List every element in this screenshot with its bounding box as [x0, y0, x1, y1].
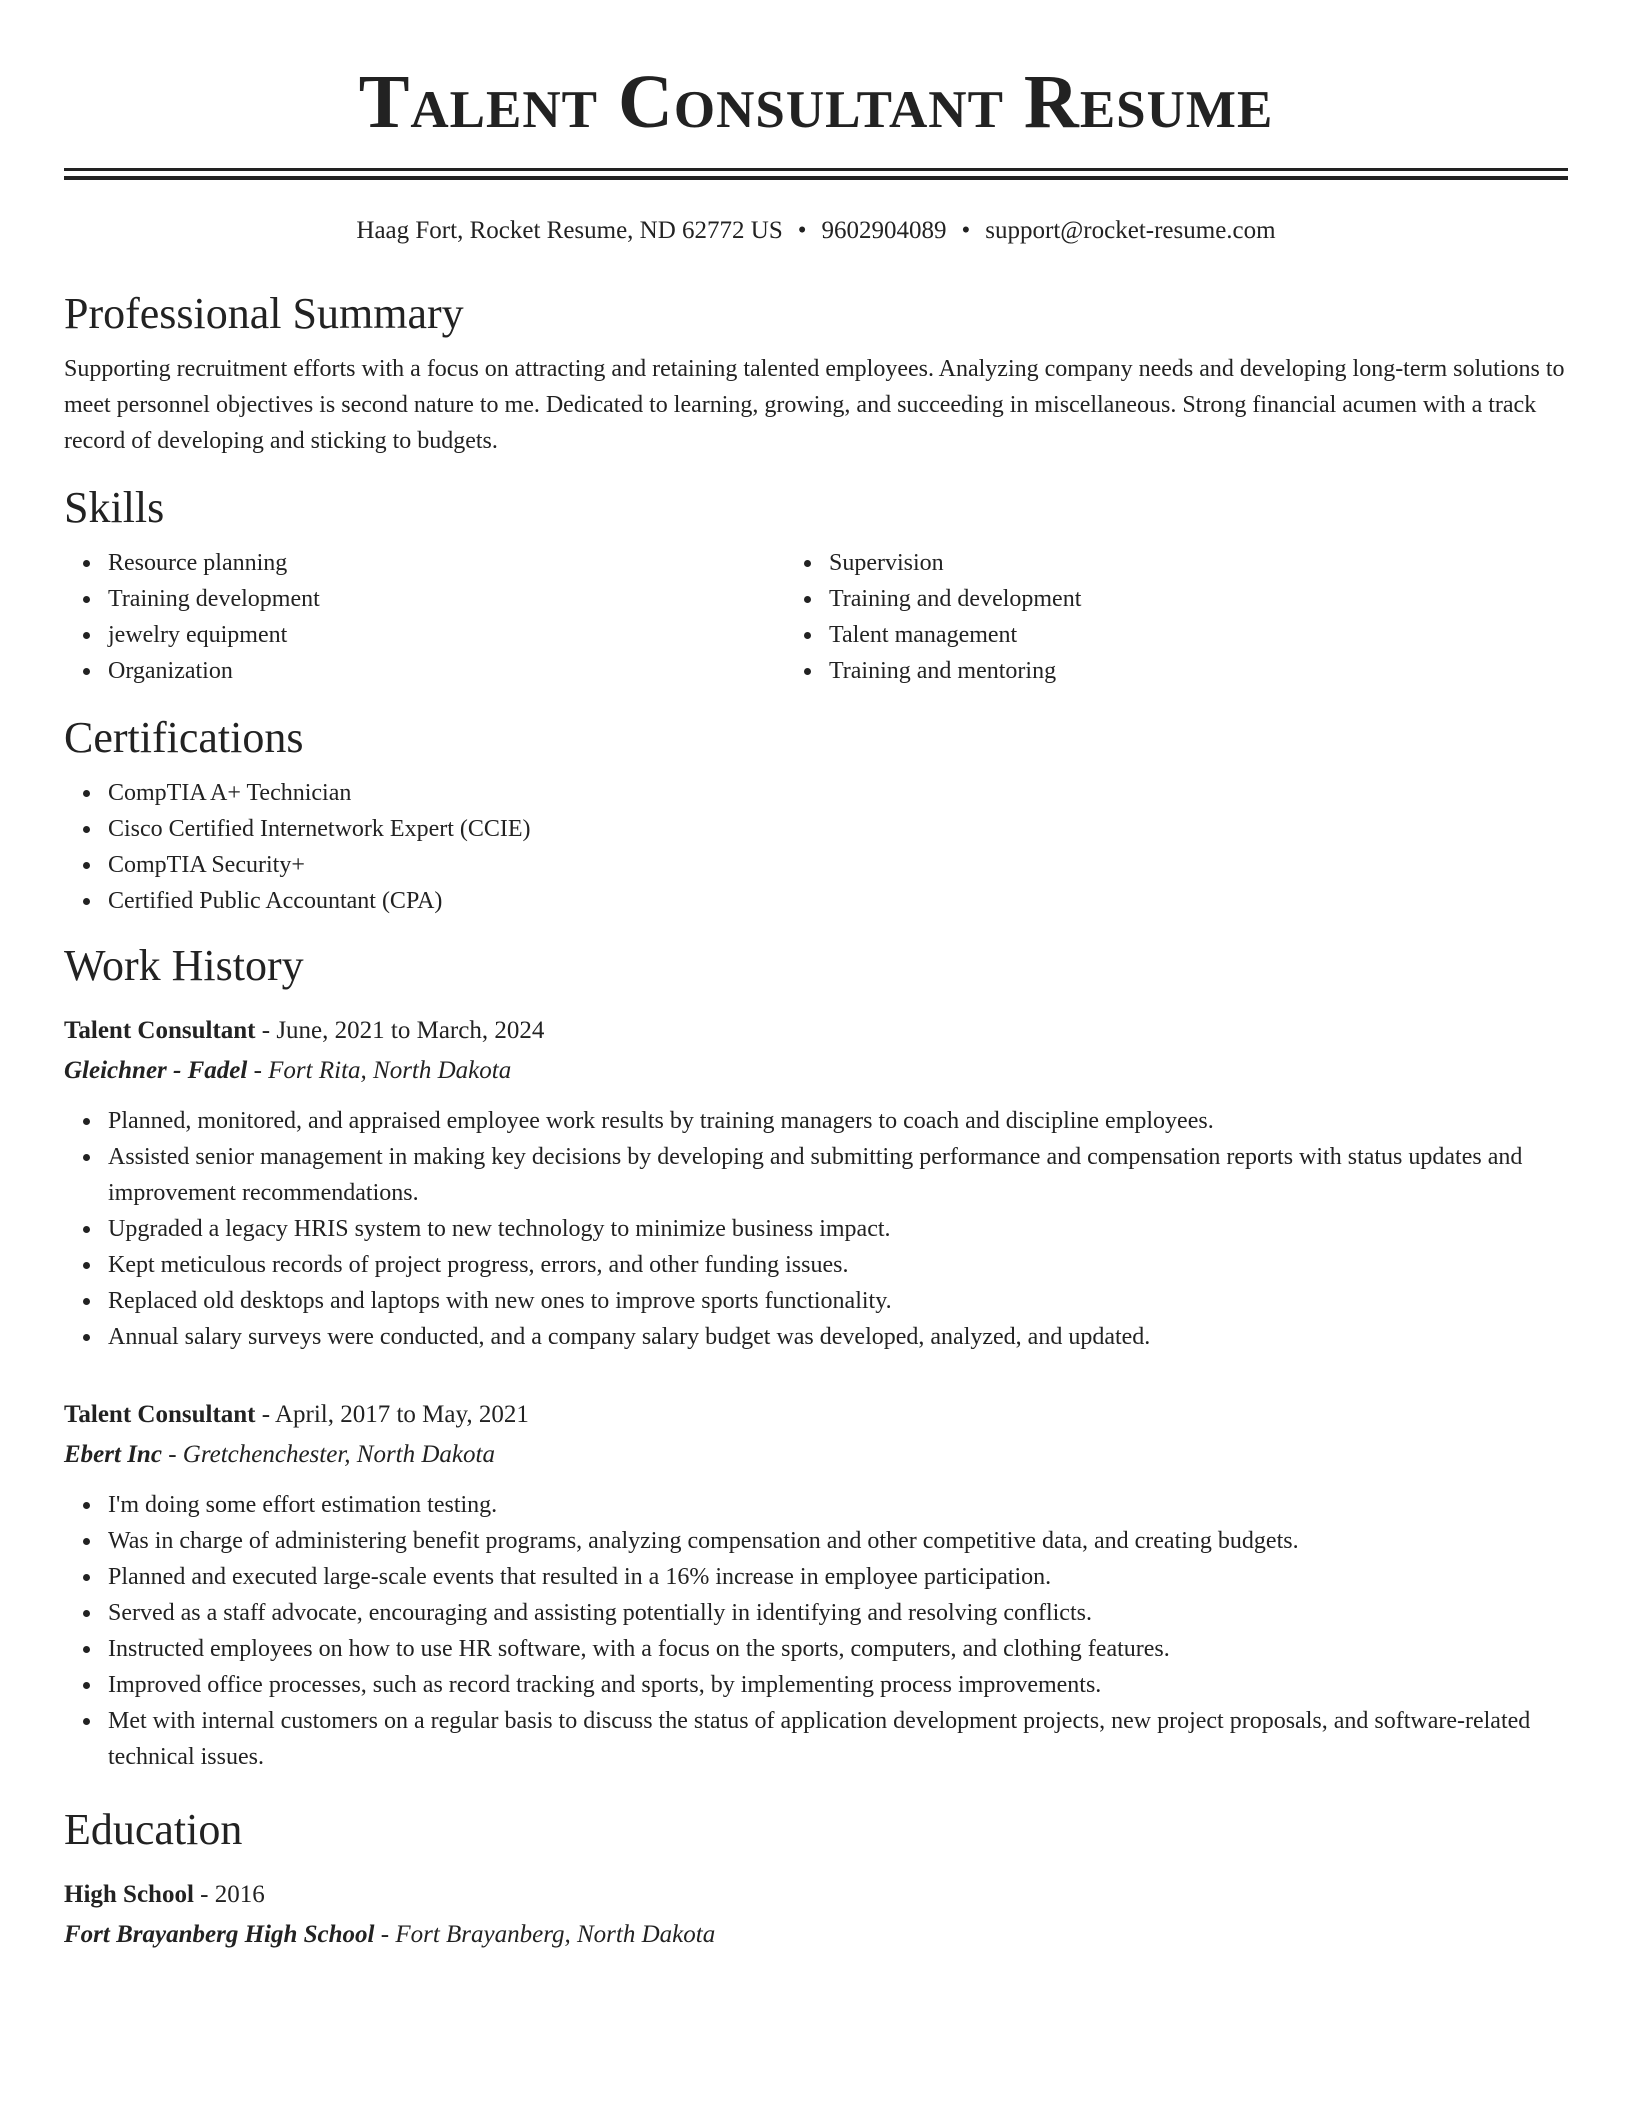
job-dates: April, 2017 to May, 2021: [274, 1401, 529, 1428]
skill-item: Talent management: [829, 617, 1568, 653]
job-dash: -: [247, 1057, 269, 1084]
summary-section: [64, 287, 1568, 459]
contact-separator: •: [961, 217, 971, 244]
job-company: Gleichner - Fadel: [64, 1057, 248, 1084]
skill-item: jewelry equipment: [108, 617, 785, 653]
summary-text: Supporting recruitment efforts with a focus on attracting and retaining talented employees. Analyzing company needs and developing long-term solutions to meet personnel objectives is second nature to me. Dedicated to learning, growing, and succeeding in miscellaneous. Strong financial acumen with a track record of developing and sticking to budgets.: [64, 356, 1565, 454]
contact-address: Haag Fort, Rocket Resume, ND 62772 US: [356, 217, 783, 244]
job-bullet: Annual salary surveys were conducted, and a company salary budget was developed, analyzed, and updated.: [108, 1319, 1568, 1355]
education-year: 2016: [214, 1881, 265, 1908]
job-dash: -: [255, 1401, 275, 1428]
skill-item: Training and mentoring: [829, 653, 1568, 689]
job-bullet: Upgraded a legacy HRIS system to new technology to minimize business impact.: [108, 1211, 1568, 1247]
title-rule-bottom: [64, 176, 1568, 180]
section-heading: Professional Summary: [64, 289, 464, 338]
education-dash: -: [193, 1881, 215, 1908]
education-school: Fort Brayanberg High School: [64, 1921, 375, 1948]
job-dash: -: [161, 1441, 183, 1468]
job-bullets: [64, 1487, 1568, 1775]
contact-line: [64, 215, 1568, 247]
section-heading: Certifications: [64, 713, 304, 762]
job-employer: [64, 1051, 1568, 1091]
skills-section: [64, 481, 1568, 689]
job-role: Talent Consultant: [64, 1401, 256, 1428]
skill-item: Training and development: [829, 581, 1568, 617]
job-location: Fort Rita, North Dakota: [268, 1057, 512, 1084]
job-bullet: Kept meticulous records of project progress, errors, and other funding issues.: [108, 1247, 1568, 1283]
skill-item: Supervision: [829, 545, 1568, 581]
certifications-section: [64, 711, 1568, 919]
education-school-line: [64, 1915, 1568, 1955]
resume-page: [64, 0, 1568, 1955]
education-section: [64, 1803, 1568, 1955]
job-bullet: Planned and executed large-scale events that resulted in a 16% increase in employee participation.: [108, 1559, 1568, 1595]
job-bullet: Replaced old desktops and laptops with new ones to improve sports functionality.: [108, 1283, 1568, 1319]
title-rule-top: [64, 168, 1568, 171]
education-header: [64, 1875, 1568, 1915]
job-employer: [64, 1435, 1568, 1475]
job-bullet: I'm doing some effort estimation testing.: [108, 1487, 1568, 1523]
job-entry: [64, 1011, 1568, 1355]
job-role: Talent Consultant: [64, 1017, 256, 1044]
job-bullet: Met with internal customers on a regular basis to discuss the status of application development projects, new project proposals, and software-related technical issues.: [108, 1703, 1568, 1775]
skill-item: Organization: [108, 653, 785, 689]
section-heading: Work History: [64, 941, 304, 990]
job-bullet: Planned, monitored, and appraised employee work results by training managers to coach and discipline employees.: [108, 1103, 1568, 1139]
job-bullet: Improved office processes, such as record tracking and sports, by implementing process improvements.: [108, 1667, 1568, 1703]
skills-column-left: [64, 545, 785, 689]
section-heading: Education: [64, 1805, 243, 1854]
skill-item: Resource planning: [108, 545, 785, 581]
job-header: [64, 1011, 1568, 1051]
job-bullet: Was in charge of administering benefit programs, analyzing compensation and other competitive data, and creating budgets.: [108, 1523, 1568, 1559]
education-degree: High School: [64, 1881, 194, 1908]
job-location: Gretchenchester, North Dakota: [182, 1441, 495, 1468]
job-bullet: Assisted senior management in making key decisions by developing and submitting performance and compensation reports with status updates and improvement recommendations.: [108, 1139, 1568, 1211]
contact-email: support@rocket-resume.com: [985, 217, 1276, 244]
job-bullets: [64, 1103, 1568, 1355]
section-heading: Skills: [64, 483, 165, 532]
certifications-list: [64, 775, 1568, 919]
certification-item: Cisco Certified Internetwork Expert (CCIE): [108, 811, 1568, 847]
job-bullet: Served as a staff advocate, encouraging and assisting potentially in identifying and resolving conflicts.: [108, 1595, 1568, 1631]
job-dates: June, 2021 to March, 2024: [276, 1017, 545, 1044]
job-company: Ebert Inc: [64, 1441, 162, 1468]
job-bullet: Instructed employees on how to use HR software, with a focus on the sports, computers, and clothing features.: [108, 1631, 1568, 1667]
resume-title: Talent Consultant Resume: [358, 60, 1274, 144]
job-dash: -: [255, 1017, 277, 1044]
skills-grid: [64, 545, 1568, 689]
certification-item: CompTIA A+ Technician: [108, 775, 1568, 811]
skills-column-right: [785, 545, 1568, 689]
work-history-section: [64, 939, 1568, 1775]
job-header: [64, 1395, 1568, 1435]
job-entry: [64, 1395, 1568, 1775]
education-dash: -: [374, 1921, 396, 1948]
certification-item: CompTIA Security+: [108, 847, 1568, 883]
skill-item: Training development: [108, 581, 785, 617]
certification-item: Certified Public Accountant (CPA): [108, 883, 1568, 919]
education-location: Fort Brayanberg, North Dakota: [395, 1921, 716, 1948]
contact-separator: •: [797, 217, 807, 244]
contact-phone: 9602904089: [821, 217, 947, 244]
